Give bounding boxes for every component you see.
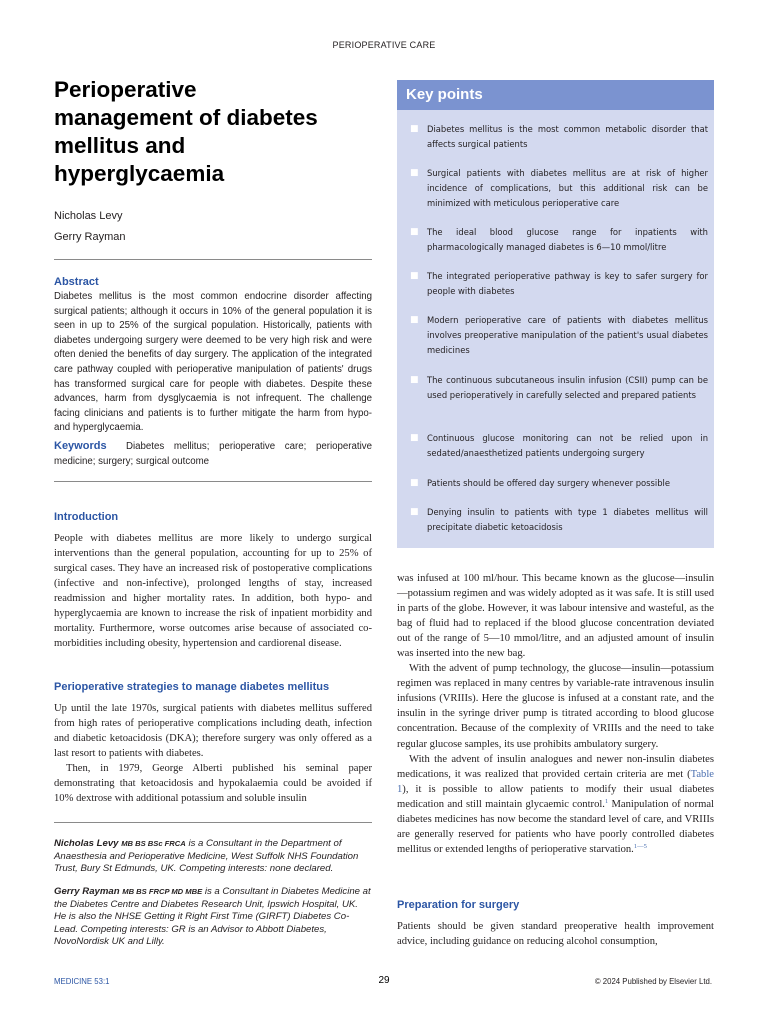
- text-run: ), it is possible to allow patients to modify their usual diabetes medication and still maintain glycaemic control.: [397, 783, 714, 810]
- author-bio: [54, 838, 372, 876]
- key-point-text: Surgical patients with diabetes mellitus are at risk of higher incidence of complications, but this additional risk can be minimized with meticulous perioperative care: [427, 168, 708, 208]
- key-point-item: [410, 476, 708, 491]
- footer-copyright: © 2024 Published by Elsevier Ltd.: [594, 977, 712, 986]
- bullet-icon: ■: [410, 124, 419, 134]
- title-line: management of diabetes: [54, 105, 318, 130]
- citation-link[interactable]: 1—5: [633, 842, 647, 850]
- strategies-text: [54, 701, 372, 806]
- bio-credentials: MB BS FRCP MD MBE: [122, 887, 203, 896]
- divider: [54, 259, 372, 260]
- paragraph: With the advent of pump technology, the glucose—insulin—potassium regimen was replaced in many centres by variable-rate intravenous insulin infusions (VRIIIs). Here the glucose is infused at a constant rate, and the insulin in the syringe driver pump is titrated according to blood glucose concentration. Because of the complexity of VRIIIs and the need to take regular glucose samples, its use prohibits ambulatory surgery.: [397, 663, 714, 750]
- text-run: With the advent of insulin analogues and newer non-insulin diabetes medications, it was realized that provided certain criteria are met (: [397, 753, 714, 780]
- bio-text: is a Consultant in Diabetes Medicine at the Diabetes Centre and Diabetes Research Unit, Ipswich Hospital, UK. He is also the NHSE Getting it Right First Time (GIRFT) Diabetes Co-Lead. Competing interests: GR is an Advisor to Abbott Diabetes, NovoNordisk UK and Lilly.: [54, 886, 371, 948]
- key-point-text: The ideal blood glucose range for inpatients with pharmacologically managed diabetes is 6—10 mmol/litre: [427, 227, 708, 252]
- paragraph: [397, 752, 714, 857]
- bullet-icon: ■: [410, 433, 419, 443]
- page-number: 29: [378, 975, 390, 986]
- key-point-item: [410, 225, 708, 255]
- key-points-box: [397, 80, 714, 548]
- divider: [54, 481, 372, 482]
- key-point-item: [410, 269, 708, 299]
- key-point-text: Denying insulin to patients with type 1 diabetes mellitus will precipitate diabetic ketoacidosis: [427, 507, 708, 532]
- section-heading-introduction: Introduction: [54, 511, 119, 523]
- keywords: [54, 439, 372, 469]
- right-column-text: [397, 571, 714, 857]
- divider: [54, 822, 372, 823]
- title-line: mellitus and: [54, 133, 186, 158]
- key-point-item: [410, 373, 708, 403]
- bio-name: Nicholas Levy: [54, 838, 119, 849]
- bullet-icon: ■: [410, 507, 419, 517]
- bullet-icon: ■: [410, 271, 419, 281]
- keywords-text: Diabetes mellitus; perioperative care; perioperative medicine; surgery; surgical outcome: [54, 440, 372, 467]
- paragraph: was infused at 100 ml/hour. This became known as the glucose—insulin—potassium regimen and was widely adopted as it was safe. It is still used in parts of the globe. However, it was labour intensive and wasteful, as the bag of fluid had to replaced if the blood glucose concentration deviated out of the range of 5—10 mmol/litre, and an adjusted amount of insulin was inserted into the new bag.: [397, 573, 714, 660]
- key-point-text: Diabetes mellitus is the most common metabolic disorder that affects surgical patients: [427, 124, 708, 149]
- bullet-icon: ■: [410, 168, 419, 178]
- title-line: hyperglycaemia: [54, 161, 225, 186]
- abstract-text: Diabetes mellitus is the most common endocrine disorder affecting surgical patients; although it occurs in 10% of the general population it is seen in up to 25% of the surgical population. Historically, patients with diabetes undergoing surgery were deemed to be very high risk and were often denied the benefits of day surgery. The application of the integrated care pathway coupled with perioperative manipulation of patients' drugs has transformed surgical care for people with diabetes. Despite these advances, harm from dysglycaemia is not infrequent. The challenge facing clinicians and patients is to further mitigate the harm from hypo- and hyperglycaemia.: [54, 291, 372, 434]
- paragraph: Up until the late 1970s, surgical patients with diabetes mellitus suffered from high rates of perioperative complications including death, infection and diabetic ketoacidosis (DKA); therefore surgery was only offered as a last resort to patients with diabetes.: [54, 703, 372, 760]
- key-points-title: Key points: [397, 80, 714, 110]
- key-point-text: The continuous subcutaneous insulin infusion (CSII) pump can be used perioperatively in carefully selected and prepared patients: [427, 375, 708, 400]
- paragraph: Patients should be given standard preoperative health improvement advice, including guidance on reducing alcohol consumption,: [397, 921, 714, 948]
- key-point-item: [410, 122, 708, 152]
- section-heading-strategies: Perioperative strategies to manage diabetes mellitus: [54, 681, 330, 693]
- key-point-item: [410, 431, 708, 461]
- key-point-text: The integrated perioperative pathway is key to safer surgery for people with diabetes: [427, 271, 708, 296]
- bullet-icon: ■: [410, 478, 419, 488]
- section-heading-preparation: Preparation for surgery: [397, 899, 520, 911]
- paragraph: People with diabetes mellitus are more likely to undergo surgical interventions than the general population, accounting for up to 25% of surgical cases. They have an increased risk of postoperative complications (infective and non-infective), prolonged lengths of stay, increased readmission and higher mortality rates. In addition, both hypo- and hyperglycaemia are known to increase the risk of inpatient morbidity and mortality. Furthermore, worse outcomes arise because of associated co-morbidities including obesity, hypertension and cardiorenal disease.: [54, 533, 372, 650]
- key-point-text: Patients should be offered day surgery whenever possible: [427, 478, 671, 488]
- table-reference-link[interactable]: Table 1: [397, 768, 714, 795]
- introduction-text: [54, 531, 372, 651]
- keywords-label: Keywords: [54, 439, 107, 452]
- author-name: Gerry Rayman: [54, 231, 126, 243]
- key-point-text: Continuous glucose monitoring can not be relied upon in sedated/anaesthetized patients undergoing surgery: [427, 433, 708, 458]
- bio-credentials: MB BS BSc FRCA: [121, 839, 186, 848]
- abstract-heading: Abstract: [54, 276, 99, 288]
- bio-name: Gerry Rayman: [54, 886, 120, 897]
- paragraph: Then, in 1979, George Alberti published his seminal paper demonstrating that ketoacidosis and hypokalaemia could be avoided if 10% dextrose with additional potassium and soluble insulin: [54, 763, 372, 805]
- running-head: PERIOPERATIVE CARE: [332, 40, 436, 50]
- key-point-item: [410, 313, 708, 358]
- article-title: [54, 76, 374, 188]
- author-name: Nicholas Levy: [54, 210, 123, 222]
- key-point-text: Modern perioperative care of patients with diabetes mellitus involves preoperative manipulation of the patient's usual diabetes medicines: [427, 315, 708, 355]
- bullet-icon: ■: [410, 315, 419, 325]
- bullet-icon: ■: [410, 227, 419, 237]
- author-bio: [54, 886, 372, 949]
- preparation-text: [397, 919, 714, 949]
- key-point-item: [410, 505, 708, 535]
- bio-text: is a Consultant in the Department of Anaesthesia and Perioperative Medicine, West Suffolk NHS Foundation Trust, Bury St Edmunds, UK. Competing interests: none declared.: [54, 838, 359, 875]
- title-line: Perioperative: [54, 77, 197, 102]
- text-run: Manipulation of normal diabetes medicines has now become the standard level of care, and VRIIIs are generally reserved for patients who have poorly controlled diabetes mellitus or extended lengths of perioperative starvation.: [397, 798, 714, 855]
- key-point-item: [410, 166, 708, 211]
- bullet-icon: ■: [410, 375, 419, 385]
- abstract: [54, 274, 372, 469]
- citation-link[interactable]: 1: [604, 797, 609, 805]
- footer-journal: MEDICINE 53:1: [54, 977, 110, 986]
